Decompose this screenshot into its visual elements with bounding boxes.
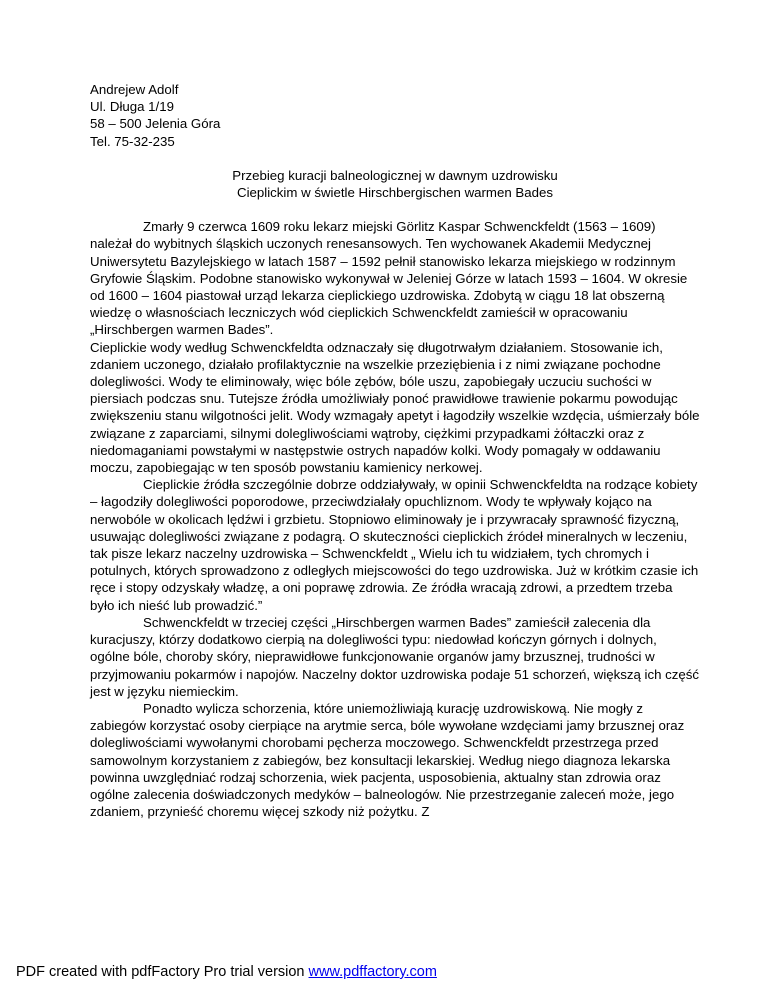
footer-text: PDF created with pdfFactory Pro trial version bbox=[16, 964, 309, 980]
paragraph-2: Cieplickie wody według Schwenckfeldta odznaczały się długotrwałym działaniem. Stosowanie ich, zdaniem uczonego, działało profilaktycznie na wszelkie przeziębienia i z nimi związane pochodne dolegliwości. Wody te eliminowały, więc bóle zębów, bóle uszu, zapobiegały uczuciu suchości w piersiach podczas snu. Tutejsze źródła umożliwiały ponoć prawidłowe trawienie pokarmu powodując zwiększeniu stanu wilgotności jelit. Wody wzmagały apetyt i łagodziły wszelkie wzdęcia, uśmierzały bóle związane z zaparciami, silnymi dolegliwościami wątroby, ciężkimi przypadkami żółtaczki oraz z niedomaganiami powstałymi w następstwie ostrych napadów kolki. Wody pomagały w oddawaniu moczu, zapobiegając w ten sposób powstaniu kamienicy nerkowej. bbox=[90, 339, 700, 476]
address-block bbox=[90, 81, 700, 150]
document-title bbox=[90, 167, 700, 201]
document-page bbox=[90, 81, 700, 820]
paragraph-3: Cieplickie źródła szczególnie dobrze oddziaływały, w opinii Schwenckfeldta na rodzące kobiety – łagodziły dolegliwości poporodowe, przeciwdziałały opuchliznom. Wody te wpływały kojąco na nerwobóle w okolicach lędźwi i grzbietu. Stopniowo eliminowały je i przywracały sprawność fizyczną, usuwając dolegliwości związane z podagrą. O skuteczności cieplickich źródeł mineralnych w leczeniu, tak pisze lekarz naczelny uzdrowiska – Schwenckfeldt „ Wielu ich tu widziałem, tych chromych i potulnych, których sprowadzono z odległych miejscowości do tego uzdrowiska. Już w krótkim czasie ich ręce i stopy odzyskały władzę, a oni poprawę zdrowia. Ze źródła wracają zdrowi, a przedtem trzeba było ich nieść lub prowadzić.” bbox=[90, 477, 699, 613]
body-text bbox=[90, 218, 700, 820]
title-line-2: Cieplickim w świetle Hirschbergischen warmen Bades bbox=[237, 185, 553, 201]
author-name: Andrejew Adolf bbox=[90, 82, 179, 97]
paragraph-5: Ponadto wylicza schorzenia, które uniemożliwiają kurację uzdrowiskową. Nie mogły z zabiegów korzystać osoby cierpiące na arytmie serca, bóle wywołane wzdęciami jamy brzusznej oraz dolegliwościami wywołanymi chorobami pęcherza moczowego. Schwenckfeldt przestrzega przed samowolnym korzystaniem z zabiegów, bez konsultacji lekarskiej. Według niego diagnoza lekarska powinna uwzględniać rodzaj schorzenia, wiek pacjenta, usposobienia, aktualny stan zdrowia oraz ogólne zalecenia doświadczonych medyków – balneologów. Nie przestrzeganie zaleceń może, jego zdaniem, przynieść choremu więcej szkody niż pożytku. Z bbox=[90, 700, 685, 820]
footer-link[interactable]: www.pdffactory.com bbox=[308, 964, 437, 980]
paragraph-1: Zmarły 9 czerwca 1609 roku lekarz miejski Görlitz Kaspar Schwenckfeldt (1563 – 1609) należał do wybitnych śląskich uczonych renesansowych. Ten wychowanek Akademii Medycznej Uniwersytetu Bazylejskiego w latach 1587 – 1592 pełnił stanowisko lekarza miejskiego w rodzinnym Gryfowie Śląskim. Podobne stanowisko wykonywał w Jeleniej Górze w latach 1593 – 1604. W okresie od 1600 – 1604 piastował urząd lekarza cieplickiego uzdrowiska. Zdobytą w ciągu 18 lat obszerną wiedzę o własnościach leczniczych wód cieplickich Schwenckfeldt zamieścił w opracowaniu „Hirschbergen warmen Bades”. bbox=[90, 219, 688, 338]
street-address: Ul. Długa 1/19 bbox=[90, 99, 174, 115]
title-line-1: Przebieg kuracji balneologicznej w dawnym uzdrowisku bbox=[232, 167, 558, 183]
postal-city: 58 – 500 Jelenia Góra bbox=[90, 116, 221, 132]
pdf-footer bbox=[16, 964, 437, 980]
paragraph-4: Schwenckfeldt w trzeciej części „Hirschbergen warmen Bades” zamieścił zalecenia dla kuracjuszy, którzy dodatkowo cierpią na dolegliwości typu: niedowład kończyn górnych i dolnych, ogólne bóle, choroby skóry, nieprawidłowe funkcjonowanie organów jamy brzusznej, trudności w przyjmowaniu pokarmów i napojów. Naczelny doktor uzdrowiska podaje 51 schorzeń, większą ich część jest w języku niemieckim. bbox=[90, 614, 700, 699]
phone-number: Tel. 75-32-235 bbox=[90, 133, 175, 149]
